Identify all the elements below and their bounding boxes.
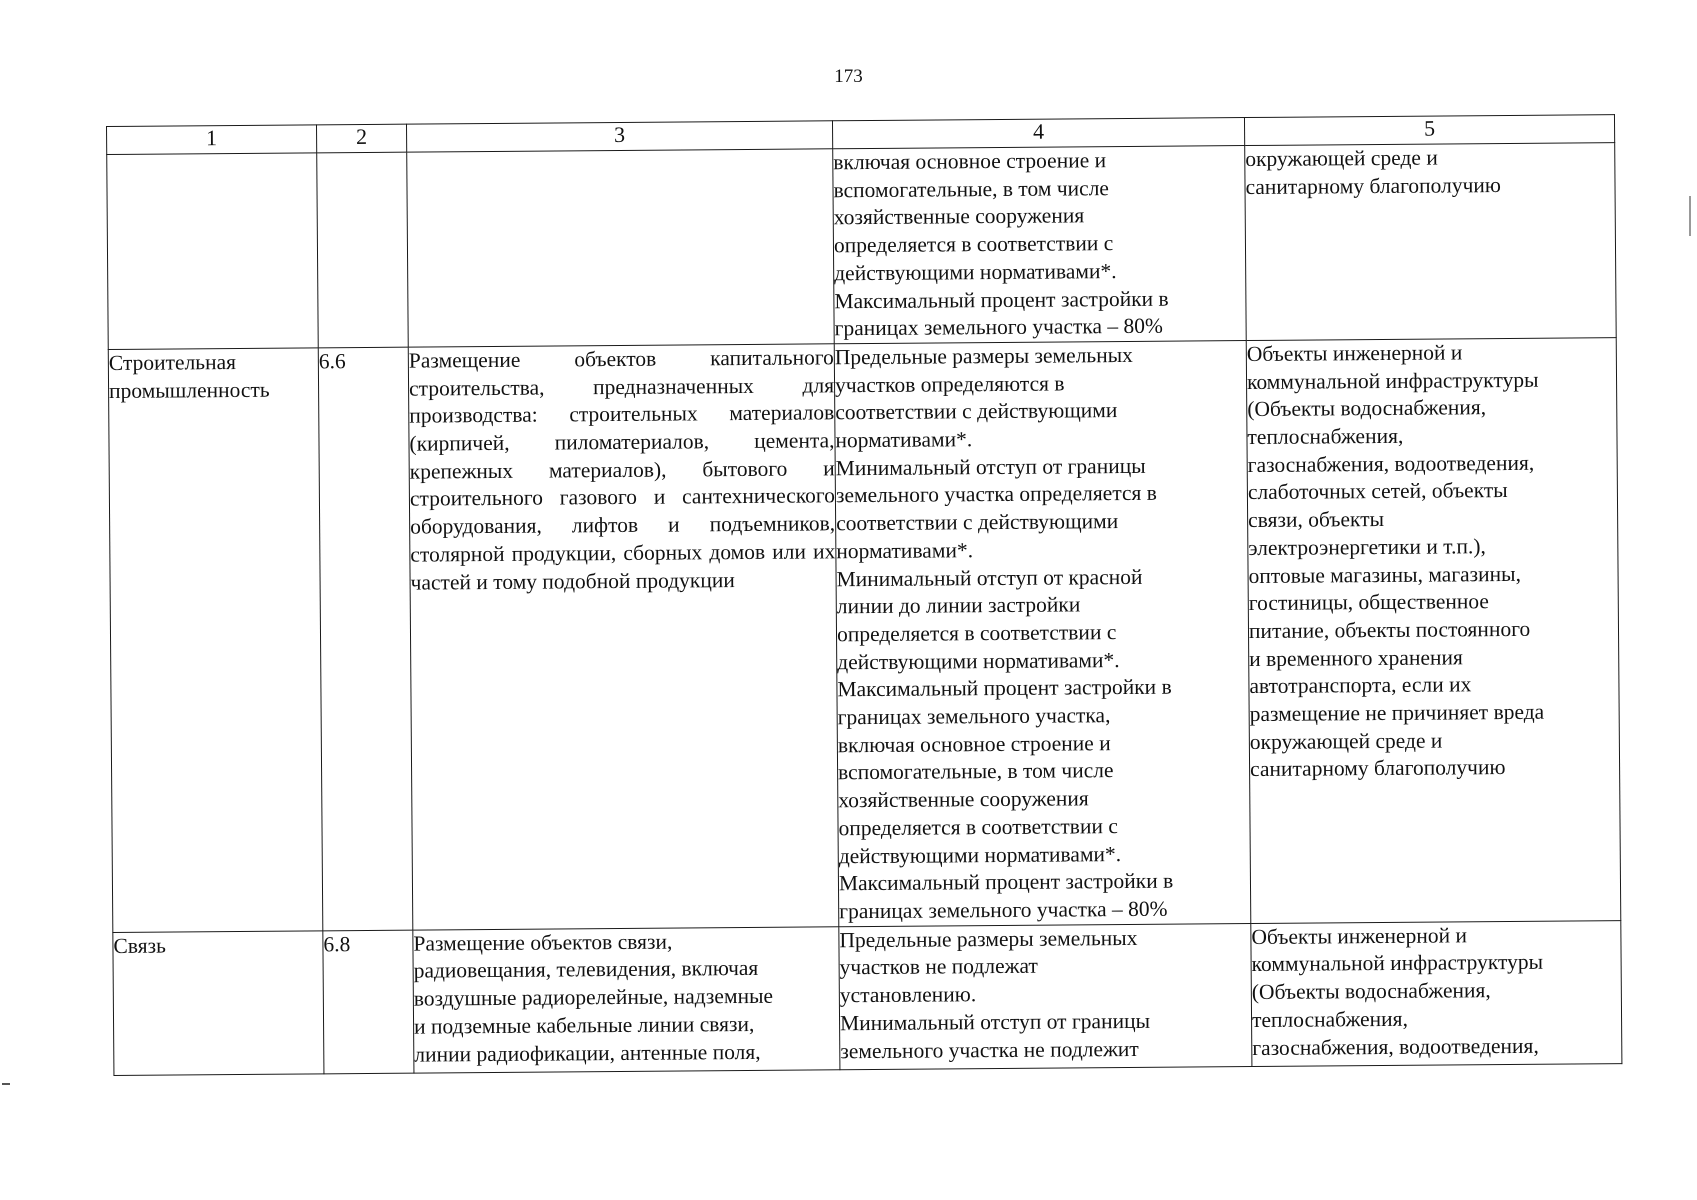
- additional-line: газоснабжения, водоотведения,: [1252, 1033, 1539, 1060]
- cont-description-cell: [407, 149, 835, 347]
- param-line: земельного участка определяется в: [835, 481, 1158, 508]
- description-line: Размещение объектов связи,: [413, 929, 673, 956]
- additional-line: электроэнергетики и т.п.),: [1248, 534, 1486, 560]
- header-col-3: 3: [406, 121, 832, 152]
- description-line: линии радиофикации, антенные поля,: [414, 1039, 761, 1067]
- param-line: Максимальный процент застройки в: [838, 868, 1174, 896]
- cont-parameters-cell: [833, 146, 1247, 344]
- row-6-8-additional-cell: [1251, 920, 1622, 1066]
- param-line: действующими нормативами*.: [834, 258, 1117, 286]
- param-line: границах земельного участка – 80%: [839, 896, 1168, 924]
- additional-line: слаботочных сетей, объекты: [1247, 478, 1508, 505]
- additional-line: (Объекты водоснабжения,: [1251, 978, 1491, 1005]
- additional-line: окружающей среде и: [1245, 145, 1438, 172]
- table-row-continuation: [107, 143, 1616, 350]
- land-use-table: [106, 114, 1622, 1076]
- param-line: Минимальный отступ от границы: [839, 1008, 1151, 1036]
- cont-name-cell: [107, 153, 319, 350]
- additional-line: оптовые магазины, магазины,: [1248, 561, 1522, 588]
- additional-line: и временного хранения: [1249, 645, 1463, 671]
- header-col-1: 1: [107, 125, 317, 155]
- scan-edge-mark: [2, 1083, 10, 1085]
- additional-line: коммунальной инфраструктуры: [1246, 367, 1539, 394]
- additional-line: автотранспорта, если их: [1249, 672, 1472, 699]
- additional-line: теплоснабжения,: [1251, 1006, 1408, 1032]
- param-line: линии до линии застройки: [836, 592, 1081, 619]
- additional-line: связи, объекты: [1248, 507, 1385, 533]
- additional-line: питание, объекты постоянного: [1248, 616, 1531, 643]
- additional-line: газоснабжения, водоотведения,: [1247, 450, 1535, 477]
- param-line: включая основное строение и: [837, 730, 1111, 758]
- param-line: Предельные размеры земельных: [834, 342, 1133, 370]
- cont-code-cell: [317, 152, 409, 348]
- param-line: Минимальный отступ от красной: [836, 564, 1143, 591]
- param-line: хозяйственные сооружения: [833, 203, 1085, 230]
- param-line: участков определяются в: [834, 371, 1065, 397]
- additional-line: Объекты инженерной и: [1246, 340, 1463, 366]
- row-6-6-additional-cell: [1246, 338, 1621, 924]
- param-line: действующими нормативами*.: [837, 647, 1120, 674]
- table-row-6-8: [113, 920, 1622, 1075]
- row-6-8-code-cell: 6.8: [323, 930, 414, 1074]
- param-line: вспомогательные, в том числе: [838, 758, 1114, 785]
- param-line: определяется в соответствии с: [833, 231, 1114, 258]
- param-line: нормативами*.: [835, 427, 973, 453]
- header-col-2: 2: [316, 124, 406, 153]
- scan-edge-mark: [1689, 196, 1691, 236]
- page-number: 173: [834, 66, 863, 87]
- header-col-4: 4: [832, 118, 1244, 149]
- row-6-6-code-cell: 6.6: [318, 347, 413, 930]
- row-6-8-parameters-cell: [839, 923, 1252, 1069]
- cont-additional-cell: [1245, 143, 1617, 341]
- param-line: Минимальный отступ от границы: [835, 453, 1146, 481]
- row-6-6-name-cell: [108, 348, 323, 932]
- description-line: радиовещания, телевидения, включая: [413, 956, 759, 984]
- additional-line: коммунальной инфраструктуры: [1251, 950, 1544, 977]
- param-line: определяется в соответствии с: [836, 620, 1117, 647]
- param-line: Максимальный процент застройки в: [837, 675, 1172, 702]
- additional-line: теплоснабжения,: [1247, 423, 1404, 450]
- additional-line: (Объекты водоснабжения,: [1247, 395, 1487, 422]
- param-line: земельного участка не подлежит: [840, 1036, 1139, 1063]
- row-6-8-name-cell: [113, 931, 324, 1076]
- table-row-6-6: [108, 338, 1621, 933]
- param-line: хозяйственные сооружения: [838, 786, 1089, 813]
- param-line: действующими нормативами*.: [838, 841, 1122, 868]
- param-line: участков не подлежат: [839, 954, 1038, 980]
- param-line: включая основное строение и: [833, 148, 1107, 175]
- name-line: Строительная: [108, 349, 237, 375]
- header-col-5: 5: [1244, 115, 1614, 146]
- param-line: соответствии с действующими: [836, 509, 1119, 536]
- param-line: границах земельного участка – 80%: [834, 313, 1163, 341]
- param-line: соответствии с действующими: [835, 398, 1118, 425]
- name-line: промышленность: [108, 377, 270, 403]
- row-6-8-description-cell: [413, 926, 840, 1072]
- name-line: Связь: [113, 933, 166, 958]
- param-line: Максимальный процент застройки в: [834, 286, 1169, 313]
- additional-line: санитарному благополучию: [1249, 755, 1506, 782]
- additional-line: окружающей среде и: [1249, 728, 1443, 754]
- description-line: и подземные кабельные линии связи,: [413, 1011, 755, 1039]
- param-line: нормативами*.: [836, 538, 974, 564]
- additional-line: гостиницы, общественное: [1248, 589, 1489, 616]
- additional-line: санитарному благополучию: [1245, 172, 1502, 199]
- row-6-6-description-cell: Размещение объектов капитального строительства, предназначенных для производства: строительных материалов (кирпичей, пиломатериалов, цемента, крепежных материалов), бытового и строительного газового и сантехнического оборудования, лифтов и подъемников, столярной продукции, сборных домов или их частей и тому подобной продукции: [408, 344, 839, 930]
- param-line: Предельные размеры земельных: [839, 925, 1138, 952]
- additional-line: Объекты инженерной и: [1251, 923, 1468, 949]
- param-line: вспомогательные, в том числе: [833, 175, 1110, 202]
- param-line: границах земельного участка,: [837, 703, 1111, 730]
- additional-line: размещение не причиняет вреда: [1249, 699, 1545, 727]
- param-line: определяется в соответствии с: [838, 813, 1118, 841]
- description-line: воздушные радиорелейные, надземные: [413, 983, 774, 1011]
- param-line: установлению.: [839, 982, 977, 1008]
- row-6-6-parameters-cell: [834, 340, 1251, 926]
